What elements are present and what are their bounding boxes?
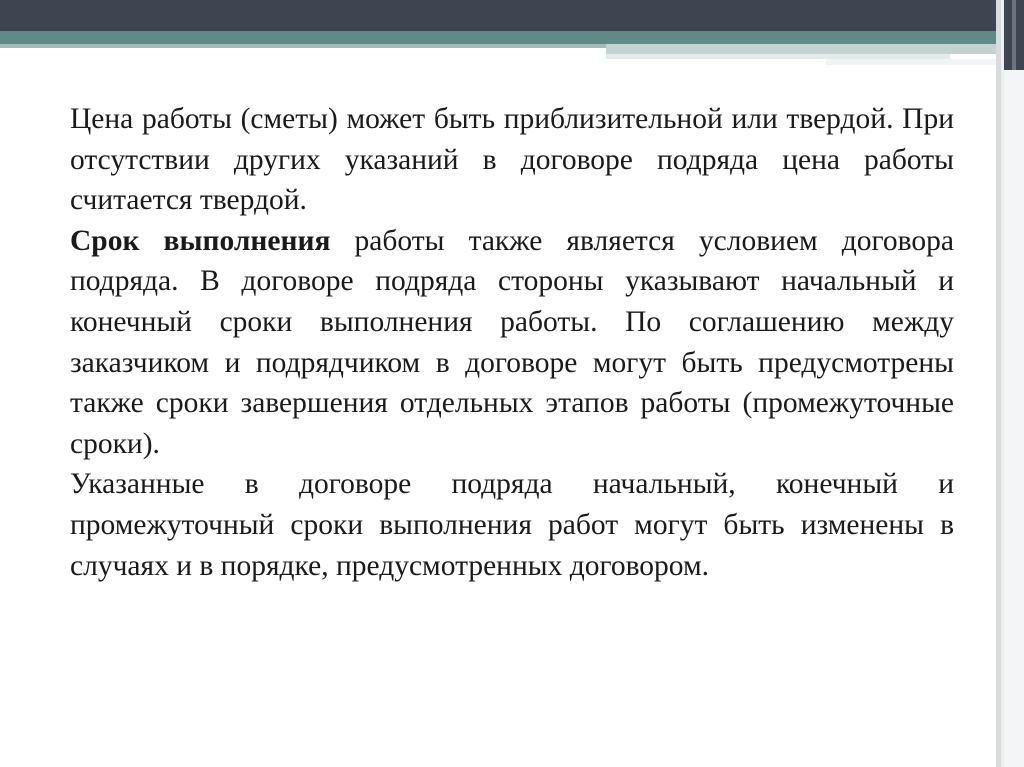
paragraph-price <box>70 99 954 221</box>
header-band-dark <box>0 0 1024 31</box>
slide-body <box>70 99 954 586</box>
header-accent-step-1 <box>606 44 1000 54</box>
paragraph-term-lead: Срок выполнения <box>70 224 331 257</box>
paragraph-term <box>70 221 954 465</box>
paragraph-price-text: Цена работы (сметы) может быть приблизительной или твердой. При отсутствии других указаний в договоре подряда цена работы считается твердой. <box>70 103 954 217</box>
header-band-teal-light <box>0 44 610 48</box>
right-edge-block-3 <box>1016 0 1024 70</box>
paragraph-changes-text: Указанные в договоре подряда начальный, конечный и промежуточный сроки выполнения работ могут быть изменены в случаях и в порядке, предусмотренных договором. <box>70 468 954 582</box>
right-edge-block-1 <box>1004 0 1012 70</box>
header-accent-step-3 <box>826 59 1000 65</box>
paragraph-changes <box>70 464 954 586</box>
paragraph-term-text: работы также является условием договора подряда. В договоре подряда стороны указывают начальный и конечный сроки выполнения работы. По соглашению между заказчиком и подрядчиком в договоре могут быть предусмотрены также сроки завершения отдельных этапов работы (промежуточные сроки). <box>70 224 954 460</box>
header-band-teal <box>0 31 1000 44</box>
right-edge-strip-3 <box>1004 70 1024 767</box>
